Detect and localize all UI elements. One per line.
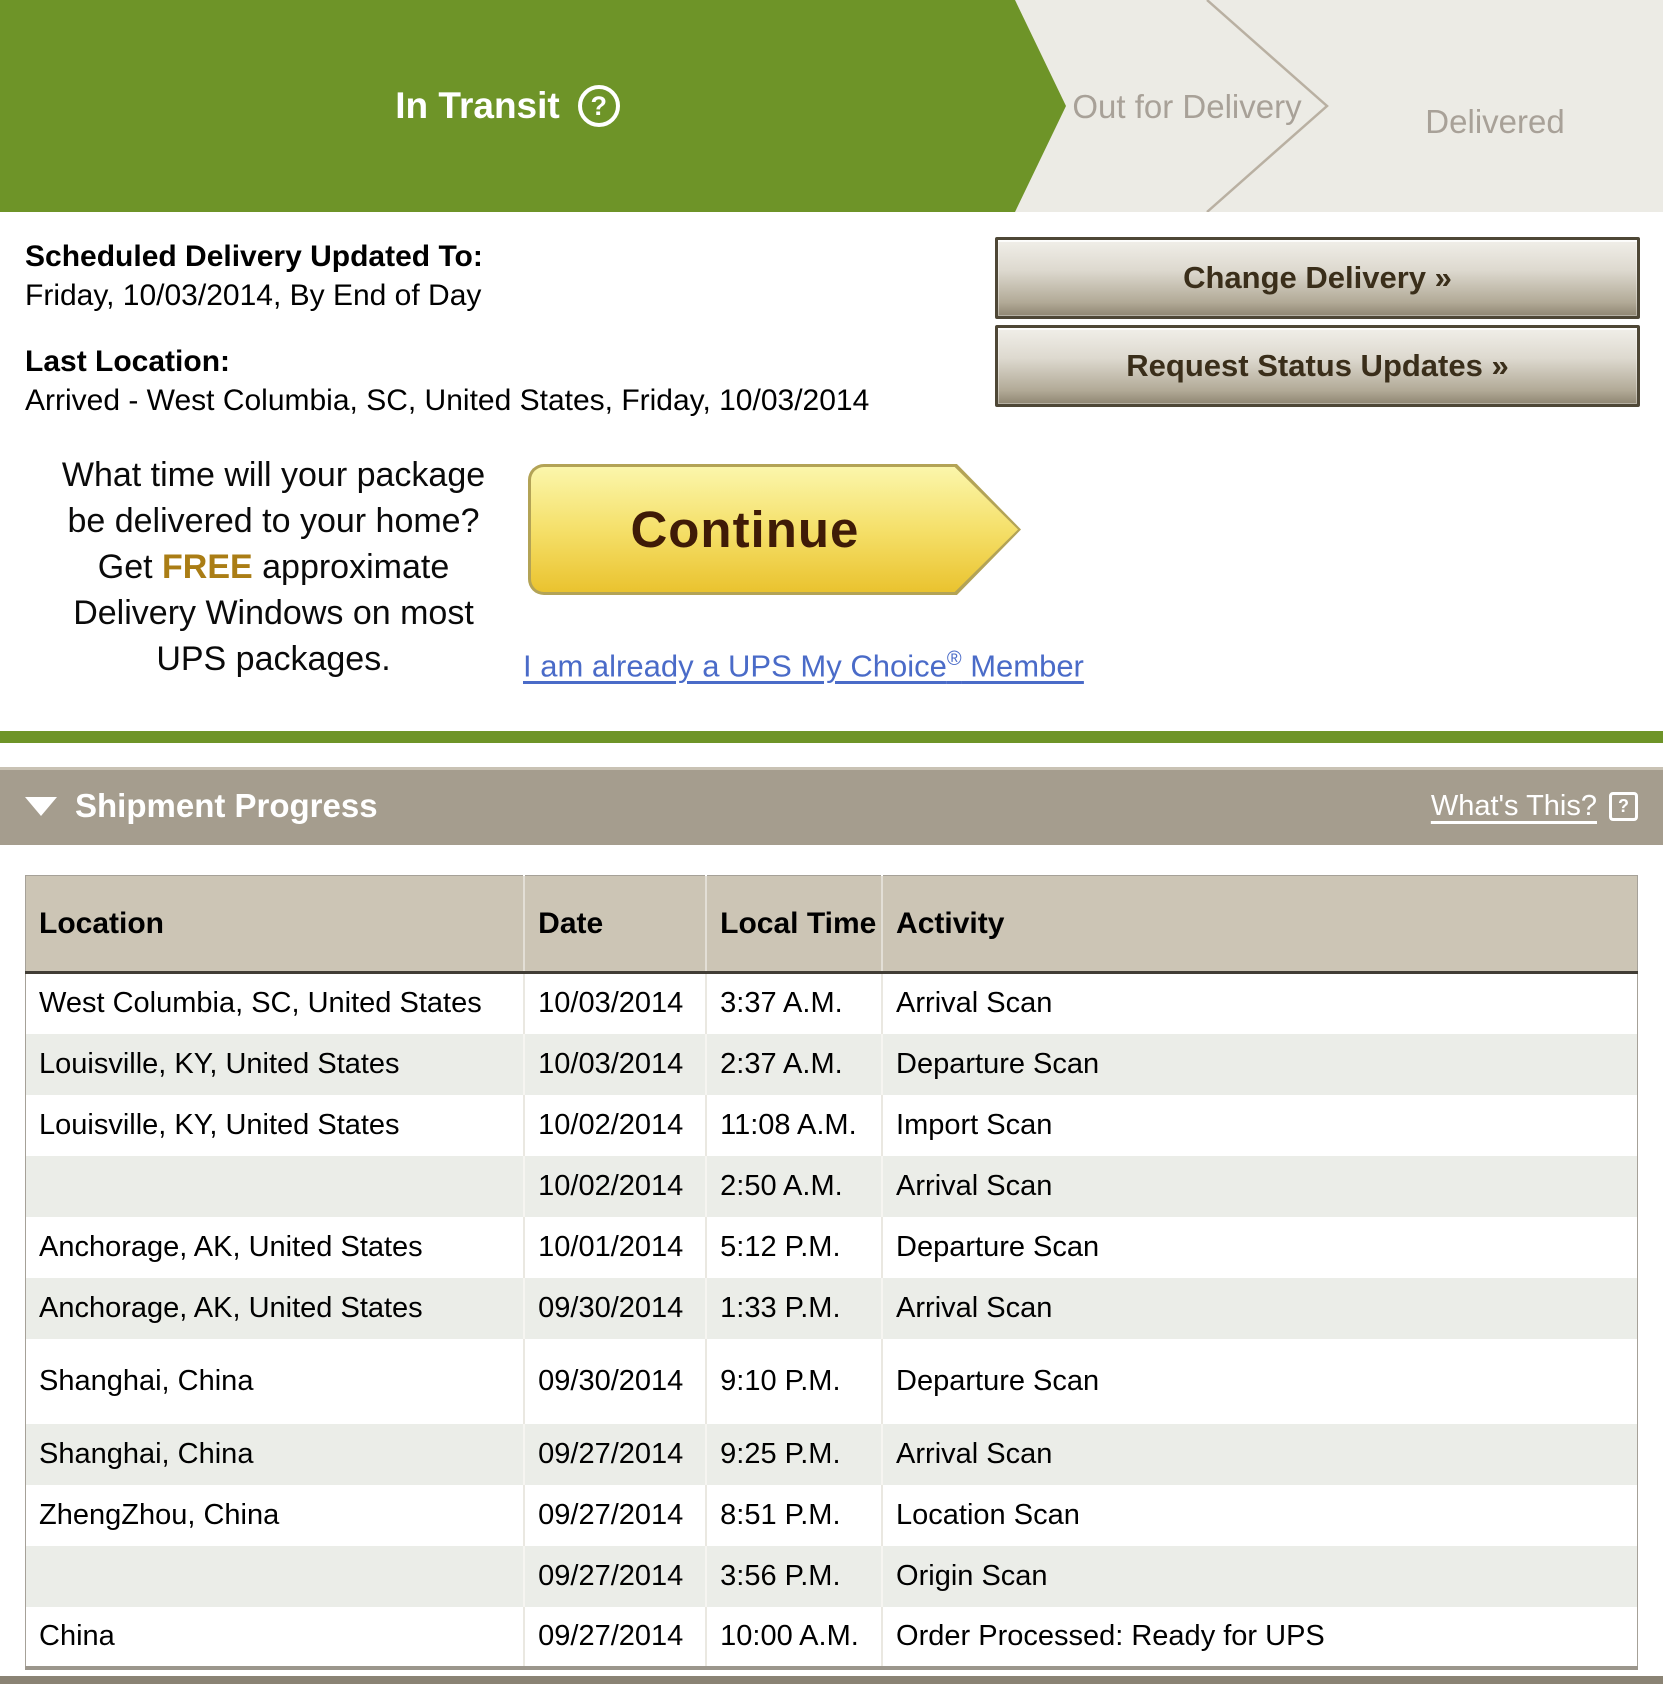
cell-activity: Arrival Scan [882, 1424, 1637, 1485]
cell-activity: Arrival Scan [882, 973, 1637, 1034]
cell-activity: Arrival Scan [882, 1156, 1637, 1217]
my-choice-member-link[interactable] [523, 648, 1084, 684]
step-delivered [1327, 15, 1663, 227]
table-row [26, 1339, 1638, 1424]
tracking-progress-banner [0, 0, 1663, 212]
cell-date: 10/01/2014 [524, 1217, 706, 1278]
table-row [26, 973, 1638, 1034]
whats-this [1431, 767, 1638, 845]
bottom-section-bar [0, 1676, 1663, 1684]
table-row [26, 1217, 1638, 1278]
cell-location: Louisville, KY, United States [26, 1095, 525, 1156]
cell-location [26, 1546, 525, 1607]
cell-time: 2:37 A.M. [706, 1034, 882, 1095]
cell-activity: Origin Scan [882, 1546, 1637, 1607]
table-header-row [26, 876, 1638, 973]
table-row [26, 1607, 1638, 1668]
green-divider [0, 731, 1663, 743]
cell-date: 09/27/2014 [524, 1424, 706, 1485]
table-row [26, 1095, 1638, 1156]
shipment-progress-header [0, 767, 1663, 845]
column-header-local-time: Local Time [706, 876, 882, 973]
cell-activity: Location Scan [882, 1485, 1637, 1546]
cell-location: Louisville, KY, United States [26, 1034, 525, 1095]
cell-date: 10/03/2014 [524, 1034, 706, 1095]
cell-location: Anchorage, AK, United States [26, 1278, 525, 1339]
promo-line-3-prefix: Get [97, 548, 162, 586]
last-location-value: Arrived - West Columbia, SC, United States, Friday, 10/03/2014 [25, 384, 870, 417]
cell-time: 1:33 P.M. [706, 1278, 882, 1339]
promo-line-2: be delivered to your home? [67, 502, 480, 540]
cell-time: 3:56 P.M. [706, 1546, 882, 1607]
help-icon[interactable]: ? [578, 85, 620, 127]
column-header-date: Date [524, 876, 706, 973]
cell-activity: Departure Scan [882, 1034, 1637, 1095]
cell-activity: Departure Scan [882, 1339, 1637, 1424]
cell-date: 10/02/2014 [524, 1095, 706, 1156]
promo-free-highlight: FREE [162, 548, 253, 586]
member-link-suffix: Member [961, 648, 1084, 684]
request-status-updates-button[interactable]: Request Status Updates » [995, 325, 1640, 407]
cell-time: 5:12 P.M. [706, 1217, 882, 1278]
cell-activity: Import Scan [882, 1095, 1637, 1156]
cell-time: 10:00 A.M. [706, 1607, 882, 1668]
cell-activity: Arrival Scan [882, 1278, 1637, 1339]
promo-line-4: Delivery Windows on most [73, 594, 474, 632]
step-in-transit-label: In Transit [395, 85, 560, 126]
column-header-activity: Activity [882, 876, 1637, 973]
promo-line-5: UPS packages. [156, 640, 391, 678]
change-delivery-button[interactable]: Change Delivery » [995, 237, 1640, 319]
continue-button-label: Continue [630, 501, 860, 558]
cell-time: 9:10 P.M. [706, 1339, 882, 1424]
delivery-summary [25, 237, 869, 420]
step-delivered-label: Delivered [1425, 102, 1565, 140]
shipment-progress-title[interactable] [25, 787, 378, 825]
cell-date: 10/02/2014 [524, 1156, 706, 1217]
cell-date: 09/30/2014 [524, 1339, 706, 1424]
cell-activity: Departure Scan [882, 1217, 1637, 1278]
cell-time: 8:51 P.M. [706, 1485, 882, 1546]
cell-location: Shanghai, China [26, 1424, 525, 1485]
collapse-arrow-icon[interactable] [25, 797, 57, 816]
cell-date: 09/30/2014 [524, 1278, 706, 1339]
table-row [26, 1546, 1638, 1607]
whats-this-link[interactable]: What's This? [1430, 789, 1597, 822]
table-row [26, 1485, 1638, 1546]
cell-location: Anchorage, AK, United States [26, 1217, 525, 1278]
shipment-progress-title-text: Shipment Progress [75, 787, 378, 824]
step-out-for-delivery [1058, 0, 1316, 212]
promo-line-3-suffix: approximate [252, 548, 450, 586]
cell-date: 09/27/2014 [524, 1607, 706, 1668]
continue-button[interactable] [528, 464, 1021, 595]
member-link-text: I am already a UPS My Choice [523, 648, 947, 684]
my-choice-promo-text [25, 452, 522, 682]
cell-time: 9:25 P.M. [706, 1424, 882, 1485]
last-location-label: Last Location: [25, 345, 231, 378]
shipment-progress-table [25, 875, 1638, 1670]
promo-line-1: What time will your package [61, 456, 486, 494]
table-row [26, 1278, 1638, 1339]
question-icon[interactable]: ? [1609, 792, 1638, 821]
table-row [26, 1424, 1638, 1485]
cell-date: 10/03/2014 [524, 973, 706, 1034]
cell-location: China [26, 1607, 525, 1668]
cell-time: 11:08 A.M. [706, 1095, 882, 1156]
cell-date: 09/27/2014 [524, 1485, 706, 1546]
scheduled-delivery-value: Friday, 10/03/2014, By End of Day [25, 279, 482, 312]
cell-date: 09/27/2014 [524, 1546, 706, 1607]
cell-activity: Order Processed: Ready for UPS [882, 1607, 1637, 1668]
scheduled-delivery-label: Scheduled Delivery Updated To: [25, 240, 483, 273]
cell-time: 3:37 A.M. [706, 973, 882, 1034]
registered-mark: ® [946, 648, 962, 670]
cell-time: 2:50 A.M. [706, 1156, 882, 1217]
table-row [26, 1156, 1638, 1217]
table-row [26, 1034, 1638, 1095]
step-in-transit [0, 0, 1015, 212]
cell-location: ZhengZhou, China [26, 1485, 525, 1546]
cell-location [26, 1156, 525, 1217]
cell-location: Shanghai, China [26, 1339, 525, 1424]
cell-location: West Columbia, SC, United States [26, 973, 525, 1034]
step-out-for-delivery-label: Out for Delivery [1072, 87, 1302, 125]
column-header-location: Location [26, 876, 525, 973]
action-buttons [995, 237, 1640, 407]
